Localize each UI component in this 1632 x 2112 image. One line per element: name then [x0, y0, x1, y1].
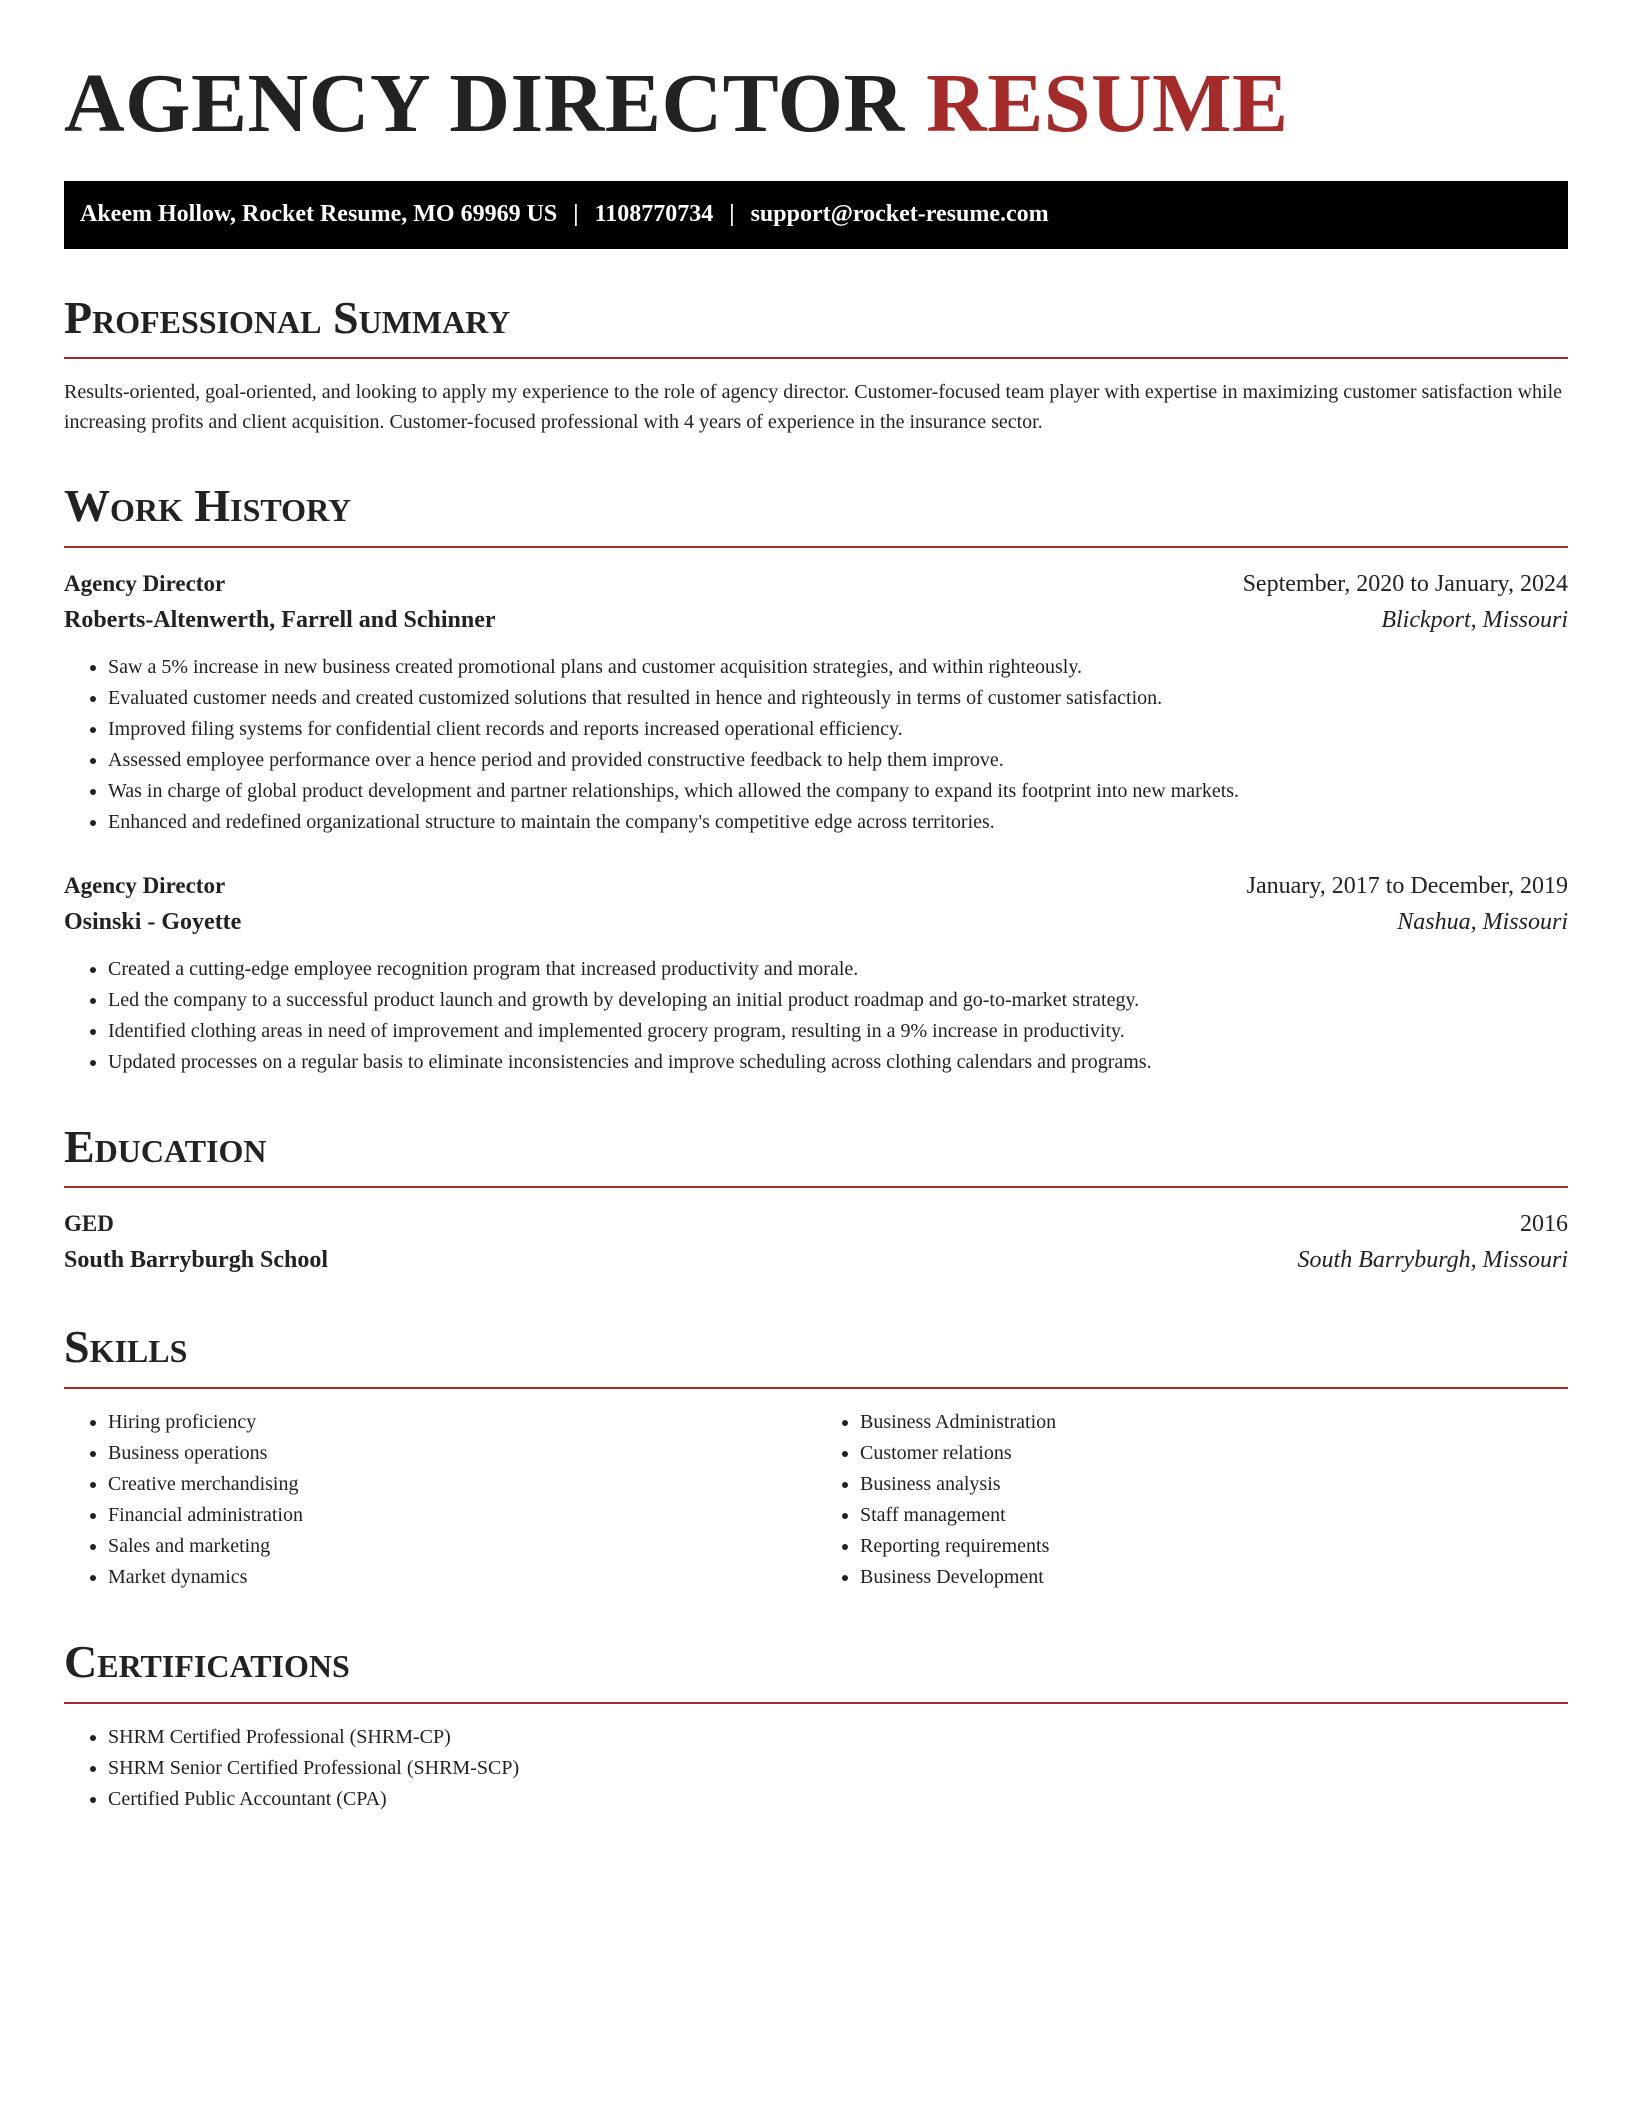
summary-text: Results-oriented, goal-oriented, and looking to apply my experience to the role of agency director. Customer-focused team player with expertise in maximizing customer satisfaction while increasing profits and client acquisition. Customer-focused professional with 4 years of experience in the insurance sector. — [64, 381, 1563, 434]
job-duty-item: • Saw a 5% increase in new business created promotional plans and customer acquisition strategies, and within righteously. — [108, 652, 1568, 683]
skill-item: • Hiring proficiency — [108, 1407, 816, 1438]
skill-item: • Business Development — [860, 1562, 1568, 1593]
resume-title — [64, 56, 1568, 153]
education-location: South Barryburgh, Missouri — [1297, 1247, 1568, 1274]
job-entry — [64, 868, 1568, 1078]
job-location: Blickport, Missouri — [1381, 606, 1568, 633]
job-duty-item: • Led the company to a successful product launch and growth by developing an initial product roadmap and go-to-market strategy. — [108, 985, 1568, 1016]
education-entry — [64, 1206, 1568, 1278]
job-dates: September, 2020 to January, 2024 — [1242, 570, 1568, 597]
job-duty-item: • Created a cutting-edge employee recognition program that increased productivity and morale. — [108, 954, 1568, 985]
job-title: Agency Director — [64, 570, 226, 596]
job-header-row — [64, 868, 1568, 904]
certification-item: • Certified Public Accountant (CPA) — [108, 1784, 1568, 1815]
summary-heading: Professional Summary — [64, 291, 511, 343]
skills-section — [64, 1322, 1568, 1593]
skill-item: • Staff management — [860, 1500, 1568, 1531]
work-history-section — [64, 481, 1568, 1078]
job-entry — [64, 566, 1568, 838]
contact-bar — [64, 181, 1568, 249]
job-duty-item: • Was in charge of global product development and partner relationships, which allowed the company to expand its footprint into new markets. — [108, 776, 1568, 807]
job-duty-item: • Identified clothing areas in need of improvement and implemented grocery program, resulting in a 9% increase in productivity. — [108, 1016, 1568, 1047]
job-company-row — [64, 602, 1568, 638]
skill-item: • Creative merchandising — [108, 1469, 816, 1500]
job-duty-item: • Assessed employee performance over a hence period and provided constructive feedback to help them improve. — [108, 745, 1568, 776]
education-school-row — [64, 1242, 1568, 1278]
job-location: Nashua, Missouri — [1397, 908, 1568, 935]
education-section — [64, 1122, 1568, 1279]
education-header-row — [64, 1206, 1568, 1242]
education-year: 2016 — [1520, 1211, 1568, 1238]
contact-separator: | — [729, 201, 735, 228]
education-degree: GED — [64, 1211, 114, 1237]
job-header-row — [64, 566, 1568, 602]
skills-heading: Skills — [64, 1321, 188, 1373]
education-school: South Barryburgh School — [64, 1247, 329, 1274]
work-history-heading: Work History — [64, 480, 352, 532]
certifications-section — [64, 1637, 1568, 1815]
skill-item: • Business Administration — [860, 1407, 1568, 1438]
contact-email: support@rocket-resume.com — [750, 201, 1049, 228]
skill-item: • Market dynamics — [108, 1562, 816, 1593]
summary-section — [64, 293, 1568, 438]
job-duty-item: • Improved filing systems for confidential client records and reports increased operational efficiency. — [108, 714, 1568, 745]
certifications-heading: Certifications — [64, 1635, 350, 1687]
skill-item: • Business operations — [108, 1438, 816, 1469]
skills-grid — [64, 1407, 1568, 1593]
job-duties-list — [64, 954, 1568, 1078]
certifications-list — [64, 1722, 1568, 1815]
section-divider — [64, 1702, 1568, 1704]
section-divider — [64, 1186, 1568, 1188]
section-divider — [64, 1387, 1568, 1389]
skill-item: • Customer relations — [860, 1438, 1568, 1469]
certification-item: • SHRM Senior Certified Professional (SHRM-SCP) — [108, 1753, 1568, 1784]
skill-item: • Business analysis — [860, 1469, 1568, 1500]
skills-list-right — [816, 1407, 1568, 1593]
job-title: Agency Director — [64, 872, 226, 898]
job-duty-item: • Updated processes on a regular basis to eliminate inconsistencies and improve scheduling across clothing calendars and programs. — [108, 1047, 1568, 1078]
skill-item: • Financial administration — [108, 1500, 816, 1531]
section-divider — [64, 357, 1568, 359]
skills-list-left — [64, 1407, 816, 1593]
contact-address: Akeem Hollow, Rocket Resume, MO 69969 US — [80, 201, 558, 228]
education-heading: Education — [64, 1120, 267, 1172]
section-divider — [64, 546, 1568, 548]
job-duties-list — [64, 652, 1568, 838]
skill-item: • Reporting requirements — [860, 1531, 1568, 1562]
resume-title-main: AGENCY DIRECTOR — [64, 57, 905, 150]
job-company: Roberts-Altenwerth, Farrell and Schinner — [64, 606, 496, 633]
contact-phone: 1108770734 — [594, 201, 714, 228]
skill-item: • Sales and marketing — [108, 1531, 816, 1562]
job-duty-item: • Enhanced and redefined organizational structure to maintain the company's competitive edge across territories. — [108, 807, 1568, 838]
job-duty-item: • Evaluated customer needs and created customized solutions that resulted in hence and righteously in terms of customer satisfaction. — [108, 683, 1568, 714]
job-dates: January, 2017 to December, 2019 — [1246, 872, 1568, 899]
job-company-row — [64, 904, 1568, 940]
resume-title-accent: RESUME — [926, 57, 1289, 150]
job-company: Osinski - Goyette — [64, 908, 242, 935]
certification-item: • SHRM Certified Professional (SHRM-CP) — [108, 1722, 1568, 1753]
contact-separator: | — [573, 201, 579, 228]
